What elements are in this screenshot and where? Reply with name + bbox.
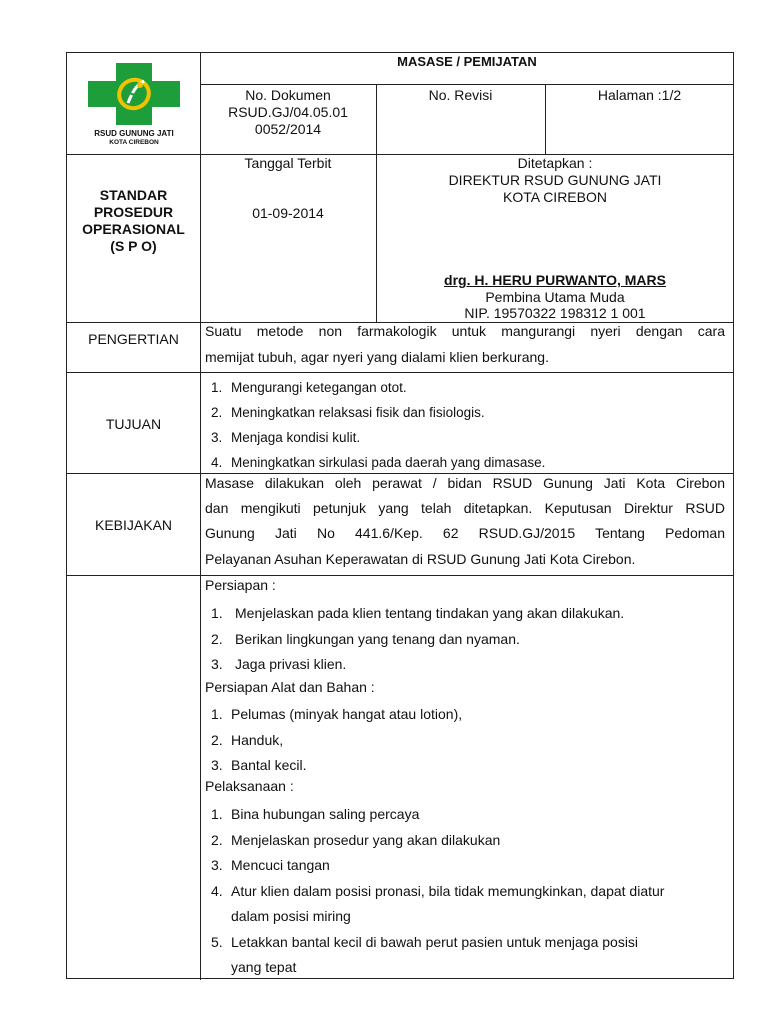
list-item: 2. Menjelaskan prosedur yang akan dilakukan	[211, 831, 501, 848]
direktur-line1: DIREKTUR RSUD GUNUNG JATI	[448, 172, 662, 188]
pelaksanaan-label: Pelaksanaan :	[205, 778, 294, 794]
tanggal-terbit-value: 01-09-2014	[252, 205, 324, 221]
hospital-name: RSUD GUNUNG JATI	[94, 129, 174, 138]
kebijakan-line4: Pelayanan Asuhan Keperawatan di RSUD Gunung Jati Kota Cirebon.	[205, 551, 636, 567]
tujuan-list	[211, 375, 545, 475]
document-title: MASASE / PEMIJATAN	[397, 54, 537, 69]
persiapan-list	[211, 601, 624, 678]
signatory-name: drg. H. HERU PURWANTO, MARS	[444, 272, 666, 288]
spo-line3: OPERASIONAL	[82, 221, 185, 237]
tanggal-terbit-label: Tanggal Terbit	[244, 155, 332, 171]
spo-line1: STANDAR	[99, 187, 168, 203]
list-item: dalam posisi miring	[231, 908, 351, 924]
pengertian-line1: Suatu metode non farmakologik untuk mangurangi nyeri dengan cara	[205, 323, 725, 339]
green-cross-emblem-icon	[88, 63, 180, 125]
list-item: 1. Pelumas (minyak hangat atau lotion),	[211, 706, 463, 722]
pelaksanaan-list	[211, 802, 664, 981]
list-item: 3. Mencuci tangan	[211, 857, 330, 873]
list-item: 1. Mengurangi ketegangan otot.	[211, 380, 407, 395]
kebijakan-line3: Gunung Jati No 441.6/Kep. 62 RSUD.GJ/2015 Tentang Pedoman	[205, 525, 725, 541]
spo-line4: (S P O)	[110, 238, 157, 254]
pengertian-line2: memijat tubuh, agar nyeri yang dialami klien berkurang.	[205, 349, 549, 365]
kebijakan-line1: Masase dilakukan oleh perawat / bidan RSUD Gunung Jati Kota Cirebon	[205, 475, 725, 491]
list-item: 3. Jaga privasi klien.	[211, 656, 347, 672]
list-item: 5. Letakkan bantal kecil di bawah perut pasien untuk menjaga posisi	[211, 933, 639, 950]
list-item: 1. Menjelaskan pada klien tentang tindakan yang akan dilakukan.	[211, 605, 625, 621]
list-item: 4. Meningkatkan sirkulasi pada daerah yang dimasase.	[211, 455, 546, 470]
spo-document	[66, 52, 734, 979]
list-item: 2. Meningkatkan relaksasi fisik dan fisiologis.	[211, 405, 485, 420]
list-item: yang tepat	[231, 959, 297, 975]
alat-bahan-label: Persiapan Alat dan Bahan :	[205, 679, 375, 695]
halaman-label: Halaman :1/2	[597, 87, 682, 103]
signatory-rank: Pembina Utama Muda	[485, 289, 625, 305]
list-item: 2. Berikan lingkungan yang tenang dan nyaman.	[211, 630, 520, 647]
kebijakan-label: KEBIJAKAN	[94, 517, 173, 533]
list-item: 2. Handuk,	[211, 731, 284, 748]
hospital-city: KOTA CIREBON	[109, 139, 159, 146]
direktur-line2: KOTA CIREBON	[503, 189, 607, 205]
tujuan-label: TUJUAN	[105, 416, 162, 432]
spo-line2: PROSEDUR	[93, 204, 174, 220]
no-dokumen-label: No. Dokumen	[245, 87, 331, 103]
no-revisi-label: No. Revisi	[428, 87, 493, 103]
ditetapkan-label: Ditetapkan :	[517, 155, 593, 171]
list-item: 3. Menjaga kondisi kulit.	[211, 430, 361, 445]
signatory-nip: NIP. 19570322 198312 1 001	[464, 305, 646, 321]
list-item: 4. Atur klien dalam posisi pronasi, bila tidak memungkinkan, dapat diatur	[211, 882, 665, 899]
kebijakan-line2: dan mengikuti petunjuk yang telah ditetapkan. Keputusan Direktur RSUD	[205, 500, 725, 516]
list-item: 1. Bina hubungan saling percaya	[211, 806, 420, 822]
persiapan-label: Persiapan :	[205, 577, 276, 593]
hospital-logo	[88, 63, 180, 149]
pengertian-label: PENGERTIAN	[88, 331, 179, 347]
no-dokumen-line2: 0052/2014	[254, 121, 322, 137]
list-item: 3. Bantal kecil.	[211, 757, 307, 773]
alat-bahan-list	[211, 702, 462, 779]
no-dokumen-line1: RSUD.GJ/04.05.01	[228, 104, 348, 120]
